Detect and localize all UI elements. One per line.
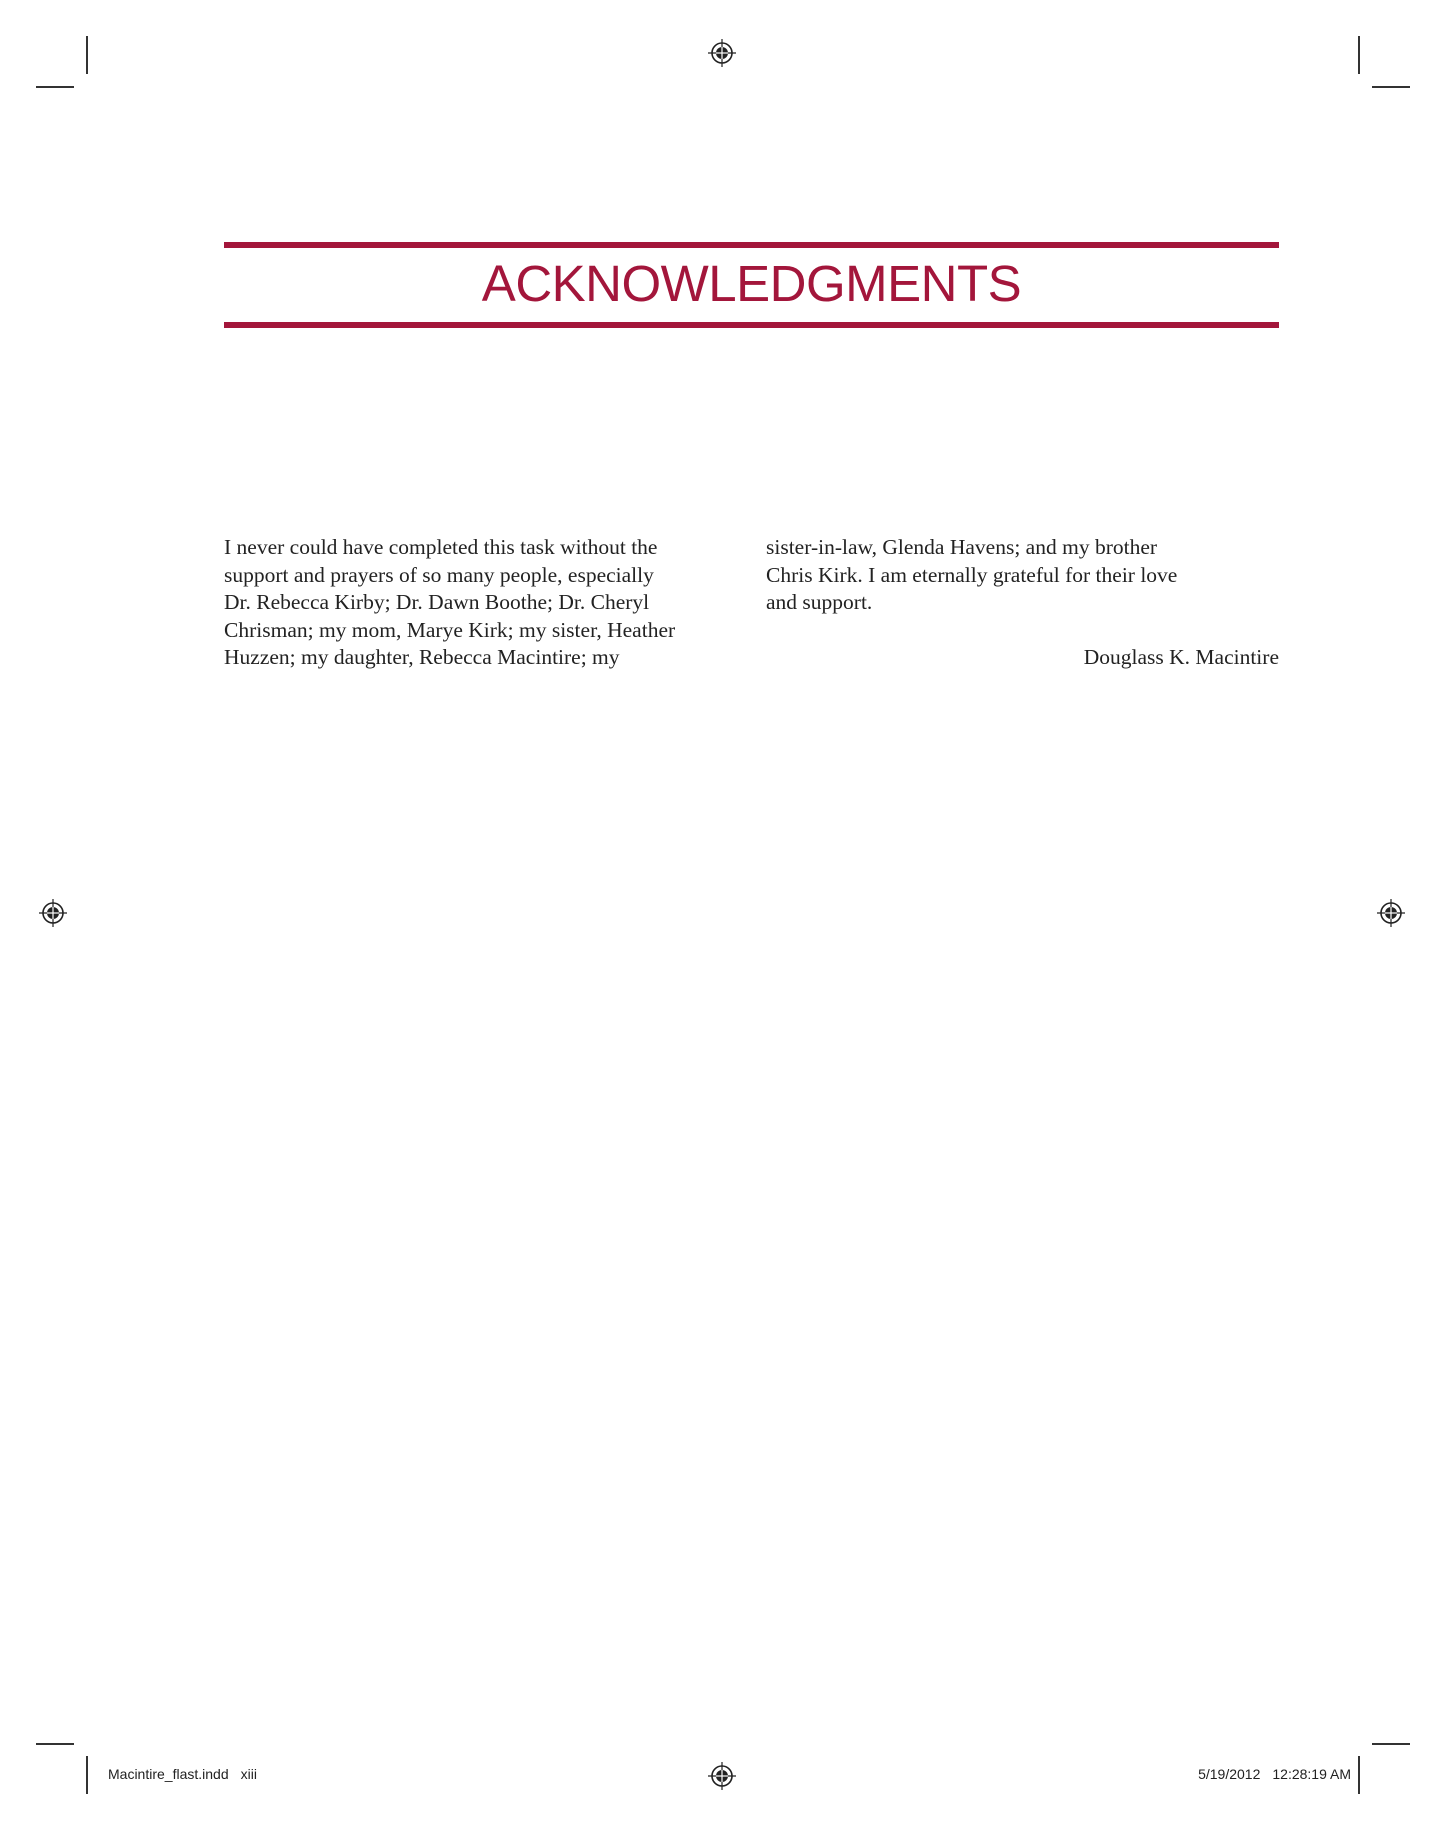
heading-top-rule (224, 242, 1279, 248)
slug-file-info (108, 1766, 257, 1782)
crop-mark-bottom-right-vertical (1358, 1756, 1360, 1794)
body-line: I never could have completed this task without the (224, 535, 658, 559)
body-line: support and prayers of so many people, especially (224, 562, 654, 587)
body-line: sister-in-law, Glenda Havens; and my brother (766, 535, 1158, 559)
registration-mark-top-icon (707, 38, 737, 68)
body-line: Chris Kirk. I am eternally grateful for their love (766, 562, 1178, 587)
slug-timestamp (1198, 1766, 1351, 1782)
crop-mark-bottom-left-vertical (86, 1756, 88, 1794)
slug-date: 5/19/2012 (1198, 1766, 1261, 1782)
crop-mark-bottom-left-horizontal (36, 1743, 74, 1745)
crop-mark-top-right-vertical (1358, 36, 1360, 74)
body-line: Dr. Rebecca Kirby; Dr. Dawn Boothe; Dr. Cheryl (224, 590, 650, 615)
crop-mark-top-right-horizontal (1372, 86, 1410, 88)
heading-bottom-rule (224, 322, 1279, 328)
crop-mark-top-left-horizontal (36, 86, 74, 88)
crop-mark-bottom-right-horizontal (1372, 1743, 1410, 1745)
body-column-left (224, 534, 724, 672)
crop-mark-top-left-vertical (86, 36, 88, 74)
slug-file-name: Macintire_flast.indd (108, 1766, 229, 1782)
body-column-right (766, 534, 1280, 617)
signature: Douglass K. Macintire (1083, 645, 1279, 669)
body-line: Chrisman; my mom, Marye Kirk; my sister, Heather (224, 617, 676, 642)
slug-page-number: xiii (240, 1766, 257, 1782)
slug-time: 12:28:19 AM (1272, 1766, 1351, 1782)
registration-mark-bottom-icon (707, 1761, 737, 1791)
body-line: Huzzen; my daughter, Rebecca Macintire; my (224, 645, 620, 670)
page-title: ACKNOWLEDGMENTS (481, 255, 1022, 312)
registration-mark-right-icon (1376, 898, 1406, 928)
body-line: and support. (766, 590, 873, 615)
registration-mark-left-icon (38, 898, 68, 928)
